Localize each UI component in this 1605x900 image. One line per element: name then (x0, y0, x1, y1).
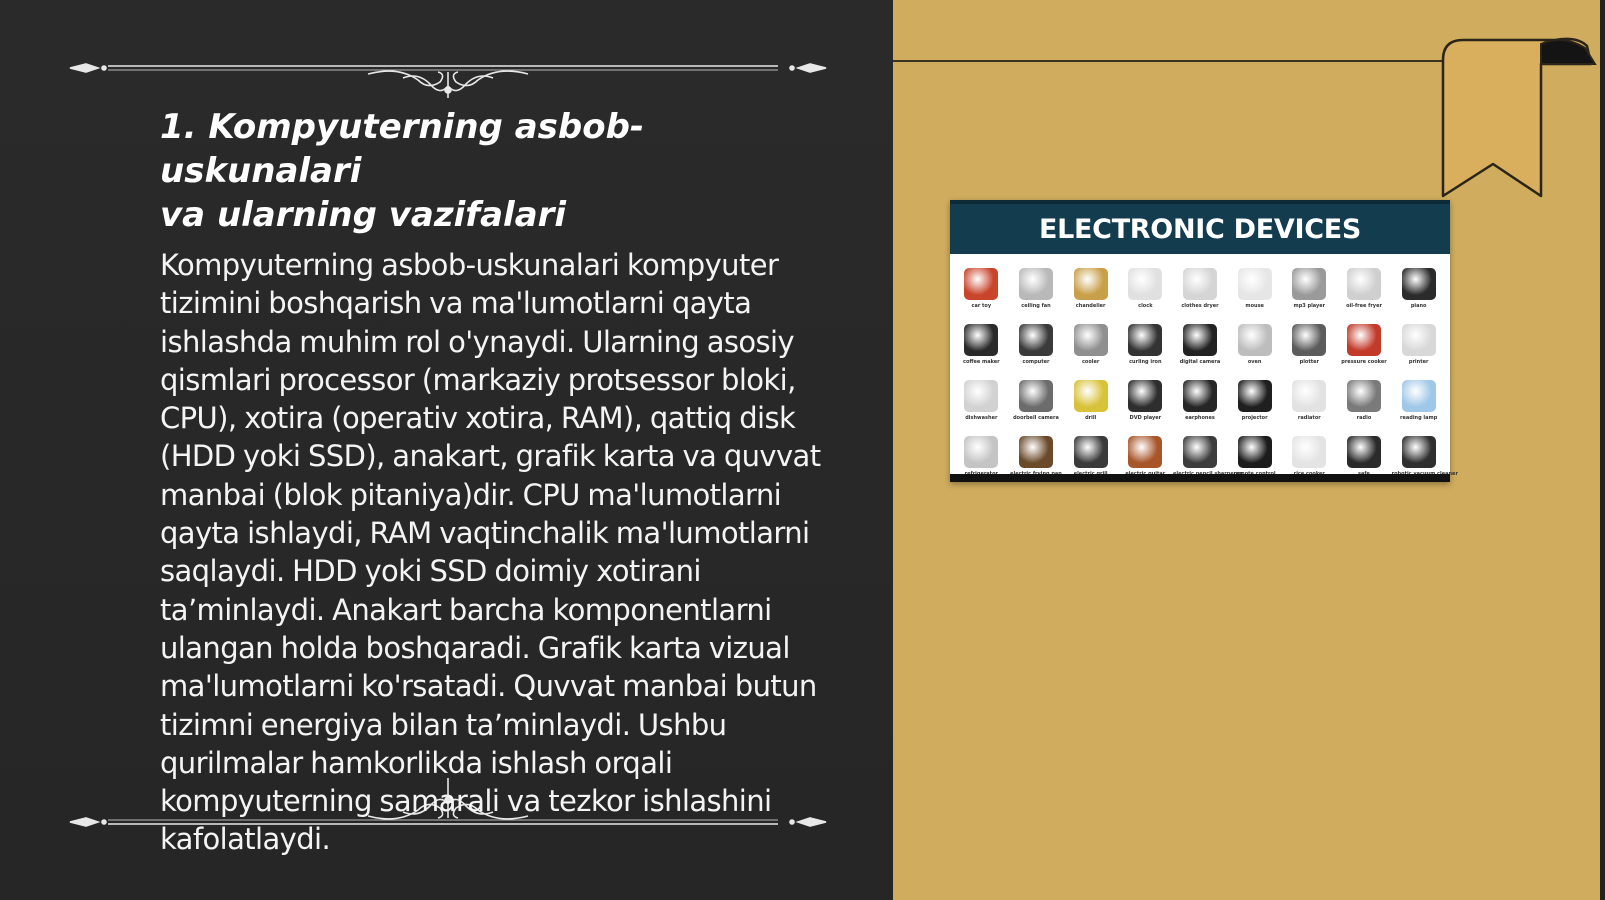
device-item (1118, 256, 1173, 312)
slide-body-text: Kompyuterning asbob-uskunalari kompyuter tizimini boshqarish va ma'lumotlarni qayta ishlashda muhim rol o'ynaydi. Ularning asosiy qismlari processor (markaziy protsessor bloki, CPU), xotira (operativ xotira, RAM), qattiq disk (HDD yoki SSD), anakart, grafik karta va quvvat manbai (blok pitaniya)dir. CPU ma'lumotlarni qayta ishlaydi, RAM vaqtinchalik ma'lumotlarni saqlaydi. HDD yoki SSD doimiy xotirani ta’minlaydi. Anakart barcha komponentlarni ulangan holda boshqaradi. Grafik karta vizual ma'lumotlarni ko'rsatadi. Quvvat manbai butun tizimni energiya bilan ta’minlaydi. Ushbu qurilmalar hamkorlikda ishlash orqali kompyuterning samarali va tezkor ishlashini kafolatlaydi. (160, 248, 821, 857)
device-item (1337, 368, 1392, 424)
image-header: ELECTRONIC DEVICES (950, 200, 1450, 254)
device-picture-icon (1128, 380, 1162, 412)
device-label: oil-free fryer (1346, 303, 1382, 309)
device-item (1173, 424, 1228, 480)
device-picture-icon (1402, 380, 1436, 412)
right-divider-line (893, 60, 1453, 62)
device-item (1173, 312, 1228, 368)
device-picture-icon (1238, 268, 1272, 300)
device-label: mp3 player (1293, 303, 1326, 309)
device-item (1282, 312, 1337, 368)
device-item (1009, 368, 1064, 424)
device-item (954, 424, 1009, 480)
device-label: mouse (1245, 303, 1264, 309)
device-item (1118, 312, 1173, 368)
electronic-devices-image (950, 200, 1450, 482)
device-item (1063, 424, 1118, 480)
device-picture-icon (1402, 324, 1436, 356)
device-picture-icon (1074, 324, 1108, 356)
device-item (1009, 312, 1064, 368)
device-picture-icon (1292, 324, 1326, 356)
image-footer-bar (950, 474, 1450, 482)
device-item (1227, 256, 1282, 312)
device-item (954, 368, 1009, 424)
devices-grid (950, 254, 1450, 480)
device-label: earphones (1185, 415, 1215, 421)
device-picture-icon (1183, 324, 1217, 356)
device-picture-icon (1074, 436, 1108, 468)
device-picture-icon (964, 436, 998, 468)
device-item (1227, 312, 1282, 368)
device-picture-icon (1183, 380, 1217, 412)
device-picture-icon (1402, 268, 1436, 300)
device-item (1063, 312, 1118, 368)
device-picture-icon (1128, 268, 1162, 300)
device-picture-icon (964, 324, 998, 356)
device-label: radiator (1297, 415, 1321, 421)
device-label: oven (1247, 359, 1262, 365)
device-picture-icon (1347, 380, 1381, 412)
device-picture-icon (1292, 380, 1326, 412)
device-item (1282, 256, 1337, 312)
device-item (1118, 424, 1173, 480)
device-label: car toy (971, 303, 992, 309)
device-item (1337, 312, 1392, 368)
device-picture-icon (1183, 436, 1217, 468)
device-item (1391, 256, 1446, 312)
device-picture-icon (1128, 324, 1162, 356)
device-label: clothes dryer (1181, 303, 1219, 309)
device-label: clock (1138, 303, 1153, 309)
device-label: drill (1085, 415, 1097, 421)
device-picture-icon (1238, 380, 1272, 412)
device-item (1063, 368, 1118, 424)
bookmark-ribbon-icon (1435, 36, 1605, 201)
device-item (1227, 368, 1282, 424)
device-label: ceiling fan (1021, 303, 1051, 309)
device-label: dishwasher (965, 415, 998, 421)
device-item (1009, 256, 1064, 312)
device-label: DVD player (1129, 415, 1162, 421)
device-picture-icon (1183, 268, 1217, 300)
device-picture-icon (1019, 268, 1053, 300)
device-label: reading lamp (1400, 415, 1438, 421)
device-item (1063, 256, 1118, 312)
device-label: plotter (1299, 359, 1320, 365)
device-label: digital camera (1179, 359, 1221, 365)
device-label: pressure cooker (1341, 359, 1387, 365)
device-label: piano (1410, 303, 1427, 309)
device-item (954, 256, 1009, 312)
device-label: curling iron (1129, 359, 1162, 365)
device-item (1118, 368, 1173, 424)
device-picture-icon (1402, 436, 1436, 468)
device-item (1391, 424, 1446, 480)
device-picture-icon (1347, 268, 1381, 300)
device-picture-icon (1074, 380, 1108, 412)
device-label: chandelier (1075, 303, 1106, 309)
device-label: radio (1356, 415, 1372, 421)
device-picture-icon (1019, 324, 1053, 356)
device-label: doorbell camera (1013, 415, 1059, 421)
device-picture-icon (1347, 324, 1381, 356)
device-picture-icon (1074, 268, 1108, 300)
device-picture-icon (964, 380, 998, 412)
device-picture-icon (1292, 436, 1326, 468)
device-picture-icon (1347, 436, 1381, 468)
device-picture-icon (1238, 324, 1272, 356)
device-label: printer (1408, 359, 1429, 365)
device-item (1009, 424, 1064, 480)
device-item (1227, 424, 1282, 480)
device-item (1391, 368, 1446, 424)
device-item (1282, 368, 1337, 424)
device-picture-icon (964, 268, 998, 300)
flourish-divider-icon (68, 38, 828, 98)
device-picture-icon (1292, 268, 1326, 300)
device-label: coffee maker (963, 359, 1000, 365)
device-item (1391, 312, 1446, 368)
device-item (1173, 256, 1228, 312)
device-label: projector (1241, 415, 1268, 421)
device-label: computer (1022, 359, 1050, 365)
device-label: cooler (1081, 359, 1100, 365)
device-item (954, 312, 1009, 368)
device-item (1337, 424, 1392, 480)
device-picture-icon (1019, 436, 1053, 468)
device-item (1337, 256, 1392, 312)
device-picture-icon (1019, 380, 1053, 412)
device-item (1173, 368, 1228, 424)
device-item (1282, 424, 1337, 480)
device-picture-icon (1238, 436, 1272, 468)
device-picture-icon (1128, 436, 1162, 468)
slide-title: 1. Kompyuterning asbob-uskunalari va ularning vazifalari (160, 107, 645, 235)
